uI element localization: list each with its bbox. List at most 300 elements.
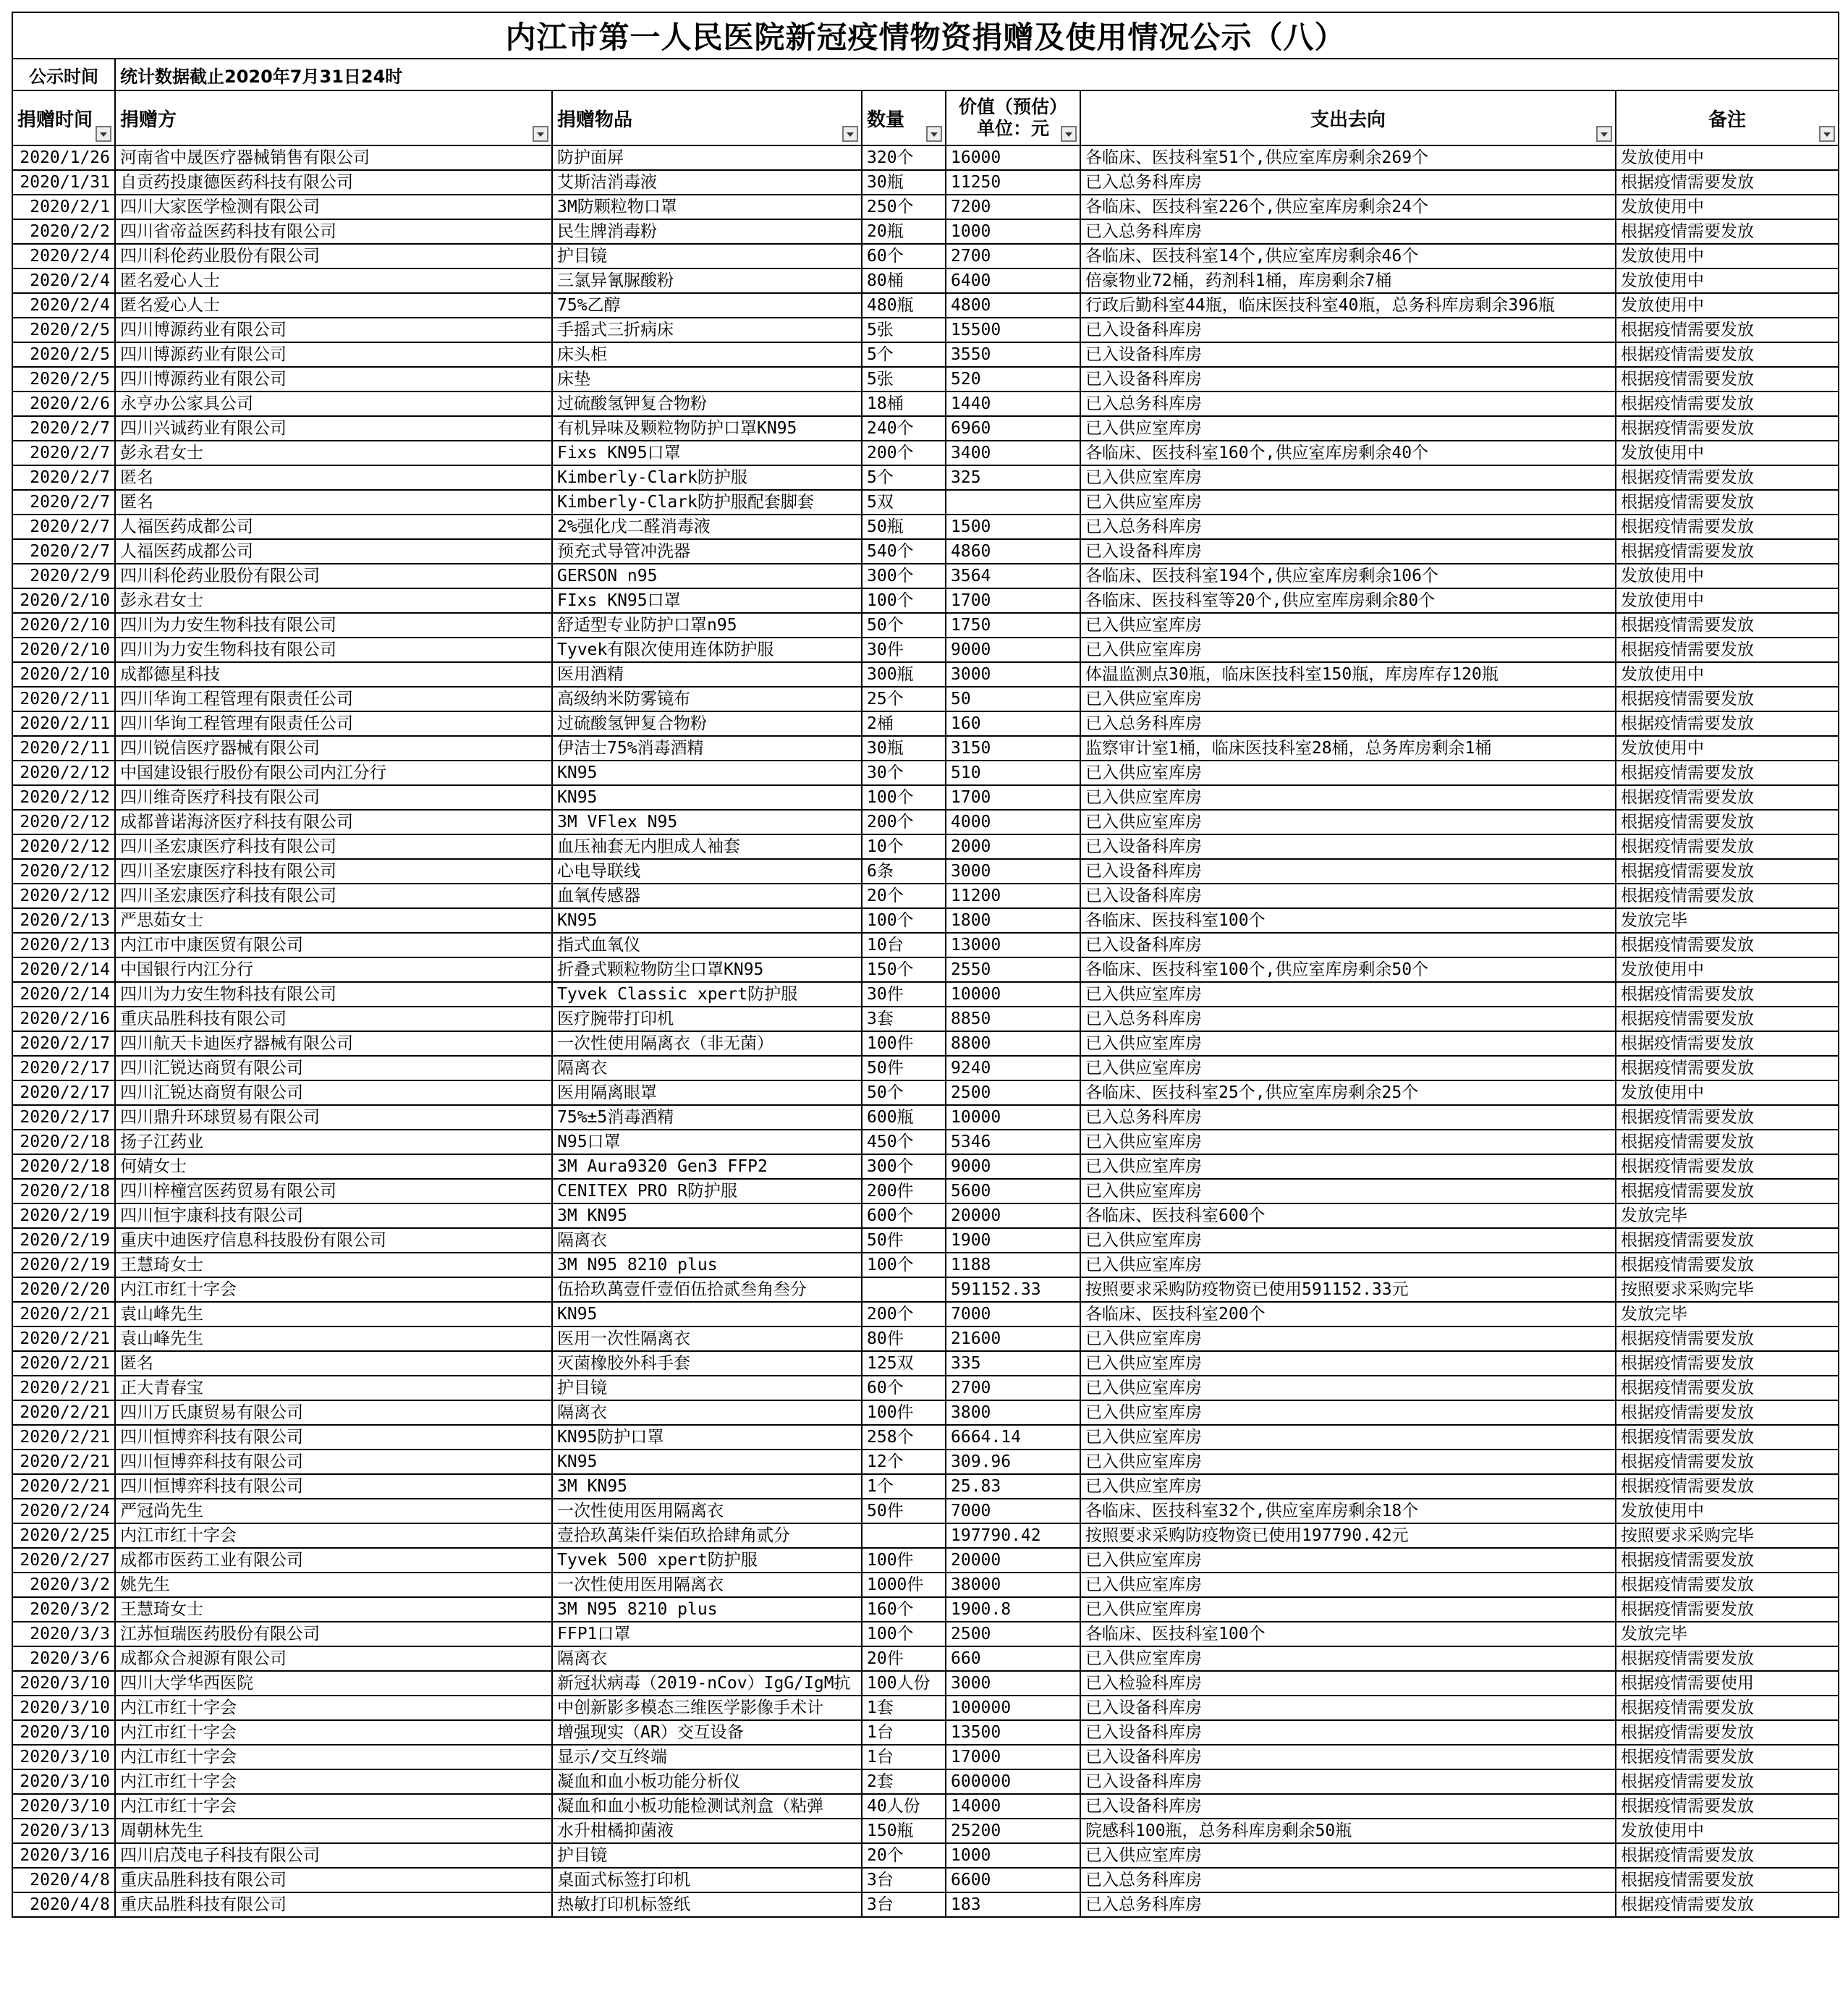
cell-quantity[interactable]: 100个 bbox=[862, 588, 946, 613]
cell-date[interactable]: 2020/2/19 bbox=[12, 1203, 115, 1228]
cell-item[interactable]: 过硫酸氢钾复合物粉 bbox=[552, 711, 862, 736]
cell-quantity[interactable]: 5张 bbox=[862, 318, 946, 342]
cell-quantity[interactable]: 250个 bbox=[862, 195, 946, 219]
cell-date[interactable]: 2020/2/18 bbox=[12, 1154, 115, 1179]
cell-quantity[interactable]: 1000件 bbox=[862, 1573, 946, 1597]
cell-value[interactable]: 1900.8 bbox=[946, 1597, 1080, 1622]
cell-date[interactable]: 2020/2/5 bbox=[12, 318, 115, 342]
cell-donor[interactable]: 正大青春宝 bbox=[115, 1376, 552, 1400]
cell-date[interactable]: 2020/3/2 bbox=[12, 1573, 115, 1597]
cell-remarks[interactable]: 根据疫情需要发放 bbox=[1616, 933, 1839, 957]
cell-value[interactable]: 9000 bbox=[946, 1154, 1080, 1179]
cell-date[interactable]: 2020/2/25 bbox=[12, 1523, 115, 1548]
cell-item[interactable]: 灭菌橡胶外科手套 bbox=[552, 1351, 862, 1376]
cell-quantity[interactable]: 5个 bbox=[862, 465, 946, 490]
cell-donor[interactable]: 人福医药成都公司 bbox=[115, 515, 552, 539]
cell-date[interactable]: 2020/3/10 bbox=[12, 1720, 115, 1745]
cell-destination[interactable]: 已入设备科库房 bbox=[1080, 884, 1616, 908]
cell-donor[interactable]: 内江市红十字会 bbox=[115, 1745, 552, 1769]
cell-remarks[interactable]: 发放使用中 bbox=[1616, 564, 1839, 588]
cell-quantity[interactable]: 200个 bbox=[862, 810, 946, 834]
cell-destination[interactable]: 已入设备科库房 bbox=[1080, 1720, 1616, 1745]
cell-donor[interactable]: 自贡药投康德医药科技有限公司 bbox=[115, 170, 552, 195]
cell-destination[interactable]: 按照要求采购防疫物资已使用591152.33元 bbox=[1080, 1277, 1616, 1302]
cell-value[interactable]: 1700 bbox=[946, 588, 1080, 613]
cell-remarks[interactable]: 发放使用中 bbox=[1616, 1499, 1839, 1523]
cell-donor[interactable]: 四川维奇医疗科技有限公司 bbox=[115, 785, 552, 810]
cell-quantity[interactable]: 320个 bbox=[862, 145, 946, 170]
cell-item[interactable]: 增强现实（AR）交互设备 bbox=[552, 1720, 862, 1745]
cell-donor[interactable]: 成都市医药工业有限公司 bbox=[115, 1548, 552, 1573]
cell-quantity[interactable]: 600瓶 bbox=[862, 1105, 946, 1130]
cell-date[interactable]: 2020/2/7 bbox=[12, 515, 115, 539]
cell-quantity[interactable]: 1台 bbox=[862, 1745, 946, 1769]
cell-quantity[interactable]: 50件 bbox=[862, 1228, 946, 1253]
cell-donor[interactable]: 重庆品胜科技有限公司 bbox=[115, 1007, 552, 1031]
cell-quantity[interactable]: 200件 bbox=[862, 1179, 946, 1203]
cell-item[interactable]: KN95 bbox=[552, 1302, 862, 1326]
cell-destination[interactable]: 已入供应室库房 bbox=[1080, 810, 1616, 834]
cell-value[interactable]: 6960 bbox=[946, 416, 1080, 441]
cell-item[interactable]: 一次性使用医用隔离衣 bbox=[552, 1499, 862, 1523]
cell-value[interactable]: 197790.42 bbox=[946, 1523, 1080, 1548]
cell-remarks[interactable]: 发放使用中 bbox=[1616, 268, 1839, 293]
cell-quantity[interactable]: 50个 bbox=[862, 613, 946, 638]
cell-destination[interactable]: 各临床、医技科室600个 bbox=[1080, 1203, 1616, 1228]
cell-quantity[interactable]: 100件 bbox=[862, 1400, 946, 1425]
cell-destination[interactable]: 各临床、医技科室100个,供应室库房剩余50个 bbox=[1080, 957, 1616, 982]
cell-destination[interactable]: 已入总务科库房 bbox=[1080, 515, 1616, 539]
cell-value[interactable]: 160 bbox=[946, 711, 1080, 736]
cell-donor[interactable]: 成都普诺海济医疗科技有限公司 bbox=[115, 810, 552, 834]
cell-quantity[interactable]: 3台 bbox=[862, 1868, 946, 1892]
cell-value[interactable]: 100000 bbox=[946, 1696, 1080, 1720]
cell-destination[interactable]: 已入供应室库房 bbox=[1080, 465, 1616, 490]
cell-remarks[interactable]: 根据疫情需要发放 bbox=[1616, 1154, 1839, 1179]
cell-item[interactable]: 3M N95 8210 plus bbox=[552, 1253, 862, 1277]
cell-donor[interactable]: 四川鼎升环球贸易有限公司 bbox=[115, 1105, 552, 1130]
cell-value[interactable]: 335 bbox=[946, 1351, 1080, 1376]
cell-destination[interactable]: 各临床、医技科室14个,供应室库房剩余46个 bbox=[1080, 244, 1616, 268]
cell-destination[interactable]: 已入供应室库房 bbox=[1080, 1646, 1616, 1671]
cell-date[interactable]: 2020/2/21 bbox=[12, 1450, 115, 1474]
cell-remarks[interactable]: 根据疫情需要发放 bbox=[1616, 687, 1839, 711]
cell-remarks[interactable]: 发放完毕 bbox=[1616, 908, 1839, 933]
cell-destination[interactable]: 各临床、医技科室160个,供应室库房剩余40个 bbox=[1080, 441, 1616, 465]
cell-item[interactable]: 血压袖套无内胆成人袖套 bbox=[552, 834, 862, 859]
cell-item[interactable]: FFP1口罩 bbox=[552, 1622, 862, 1646]
cell-donor[interactable]: 四川为力安生物科技有限公司 bbox=[115, 982, 552, 1007]
cell-value[interactable]: 1750 bbox=[946, 613, 1080, 638]
cell-date[interactable]: 2020/2/21 bbox=[12, 1302, 115, 1326]
cell-destination[interactable]: 各临床、医技科室200个 bbox=[1080, 1302, 1616, 1326]
cell-donor[interactable]: 内江市中康医贸有限公司 bbox=[115, 933, 552, 957]
cell-date[interactable]: 2020/3/10 bbox=[12, 1769, 115, 1794]
cell-value[interactable]: 11200 bbox=[946, 884, 1080, 908]
cell-destination[interactable]: 已入设备科库房 bbox=[1080, 1696, 1616, 1720]
cell-remarks[interactable]: 发放使用中 bbox=[1616, 145, 1839, 170]
cell-value[interactable]: 9000 bbox=[946, 638, 1080, 662]
cell-value[interactable]: 3564 bbox=[946, 564, 1080, 588]
cell-value[interactable]: 4860 bbox=[946, 539, 1080, 564]
cell-value[interactable]: 309.96 bbox=[946, 1450, 1080, 1474]
cell-item[interactable]: 一次性使用隔离衣（非无菌） bbox=[552, 1031, 862, 1056]
cell-date[interactable]: 2020/2/19 bbox=[12, 1228, 115, 1253]
cell-value[interactable]: 1000 bbox=[946, 1843, 1080, 1868]
cell-value[interactable]: 7000 bbox=[946, 1302, 1080, 1326]
cell-date[interactable]: 2020/4/8 bbox=[12, 1868, 115, 1892]
cell-item[interactable]: 热敏打印机标签纸 bbox=[552, 1892, 862, 1917]
cell-date[interactable]: 2020/2/12 bbox=[12, 761, 115, 785]
cell-destination[interactable]: 已入设备科库房 bbox=[1080, 1769, 1616, 1794]
cell-donor[interactable]: 匿名爱心人士 bbox=[115, 293, 552, 318]
cell-donor[interactable]: 四川航天卡迪医疗器械有限公司 bbox=[115, 1031, 552, 1056]
cell-remarks[interactable]: 发放使用中 bbox=[1616, 957, 1839, 982]
cell-remarks[interactable]: 根据疫情需要发放 bbox=[1616, 1425, 1839, 1450]
cell-value[interactable]: 8850 bbox=[946, 1007, 1080, 1031]
cell-destination[interactable]: 已入设备科库房 bbox=[1080, 367, 1616, 392]
cell-item[interactable]: 手摇式三折病床 bbox=[552, 318, 862, 342]
cell-destination[interactable]: 已入供应室库房 bbox=[1080, 638, 1616, 662]
cell-destination[interactable]: 已入供应室库房 bbox=[1080, 1031, 1616, 1056]
cell-value[interactable]: 6664.14 bbox=[946, 1425, 1080, 1450]
cell-donor[interactable]: 内江市红十字会 bbox=[115, 1523, 552, 1548]
cell-donor[interactable]: 河南省中晟医疗器械销售有限公司 bbox=[115, 145, 552, 170]
cell-quantity[interactable]: 100个 bbox=[862, 908, 946, 933]
cell-value[interactable]: 1700 bbox=[946, 785, 1080, 810]
cell-remarks[interactable]: 按照要求采购完毕 bbox=[1616, 1523, 1839, 1548]
cell-destination[interactable]: 院感科100瓶，总务科库房剩余50瓶 bbox=[1080, 1819, 1616, 1843]
cell-date[interactable]: 2020/2/7 bbox=[12, 441, 115, 465]
cell-item[interactable]: KN95防护口罩 bbox=[552, 1425, 862, 1450]
cell-item[interactable]: 护目镜 bbox=[552, 1843, 862, 1868]
cell-value[interactable]: 15500 bbox=[946, 318, 1080, 342]
cell-date[interactable]: 2020/2/11 bbox=[12, 711, 115, 736]
cell-destination[interactable]: 已入供应室库房 bbox=[1080, 1450, 1616, 1474]
cell-donor[interactable]: 四川省帝益医药科技有限公司 bbox=[115, 219, 552, 244]
cell-date[interactable]: 2020/3/10 bbox=[12, 1745, 115, 1769]
cell-destination[interactable]: 已入总务科库房 bbox=[1080, 1868, 1616, 1892]
cell-donor[interactable]: 王慧琦女士 bbox=[115, 1597, 552, 1622]
cell-quantity[interactable]: 12个 bbox=[862, 1450, 946, 1474]
cell-donor[interactable]: 四川圣宏康医疗科技有限公司 bbox=[115, 834, 552, 859]
cell-value[interactable]: 50 bbox=[946, 687, 1080, 711]
cell-remarks[interactable]: 根据疫情需要发放 bbox=[1616, 1351, 1839, 1376]
filter-dropdown-icon[interactable] bbox=[842, 126, 858, 142]
cell-quantity[interactable]: 300瓶 bbox=[862, 662, 946, 687]
cell-date[interactable]: 2020/3/10 bbox=[12, 1671, 115, 1696]
cell-value[interactable]: 3000 bbox=[946, 1671, 1080, 1696]
cell-remarks[interactable]: 根据疫情需要发放 bbox=[1616, 1745, 1839, 1769]
cell-remarks[interactable]: 根据疫情需要发放 bbox=[1616, 1720, 1839, 1745]
cell-quantity[interactable]: 200个 bbox=[862, 441, 946, 465]
cell-destination[interactable]: 已入总务科库房 bbox=[1080, 219, 1616, 244]
cell-item[interactable]: 有机异味及颗粒物防护口罩KN95 bbox=[552, 416, 862, 441]
cell-destination[interactable]: 已入供应室库房 bbox=[1080, 1376, 1616, 1400]
cell-donor[interactable]: 重庆中迪医疗信息科技股份有限公司 bbox=[115, 1228, 552, 1253]
cell-date[interactable]: 2020/3/16 bbox=[12, 1843, 115, 1868]
cell-item[interactable]: 75%±5消毒酒精 bbox=[552, 1105, 862, 1130]
cell-remarks[interactable]: 根据疫情需要发放 bbox=[1616, 711, 1839, 736]
cell-value[interactable]: 2700 bbox=[946, 244, 1080, 268]
cell-item[interactable]: 心电导联线 bbox=[552, 859, 862, 884]
cell-donor[interactable]: 四川恒宇康科技有限公司 bbox=[115, 1203, 552, 1228]
cell-item[interactable]: 凝血和血小板功能检测试剂盒（粘弹 bbox=[552, 1794, 862, 1819]
cell-quantity[interactable]: 125双 bbox=[862, 1351, 946, 1376]
cell-quantity[interactable]: 150个 bbox=[862, 957, 946, 982]
cell-value[interactable]: 3400 bbox=[946, 441, 1080, 465]
cell-remarks[interactable]: 根据疫情需要发放 bbox=[1616, 1253, 1839, 1277]
cell-donor[interactable]: 四川汇锐达商贸有限公司 bbox=[115, 1056, 552, 1080]
cell-date[interactable]: 2020/2/16 bbox=[12, 1007, 115, 1031]
cell-date[interactable]: 2020/2/13 bbox=[12, 908, 115, 933]
cell-date[interactable]: 2020/2/7 bbox=[12, 465, 115, 490]
cell-remarks[interactable]: 根据疫情需要发放 bbox=[1616, 318, 1839, 342]
cell-value[interactable]: 510 bbox=[946, 761, 1080, 785]
cell-remarks[interactable]: 根据疫情需要发放 bbox=[1616, 1326, 1839, 1351]
cell-remarks[interactable]: 根据疫情需要发放 bbox=[1616, 1450, 1839, 1474]
cell-quantity[interactable]: 450个 bbox=[862, 1130, 946, 1154]
cell-quantity[interactable] bbox=[862, 1277, 946, 1302]
cell-donor[interactable]: 四川科伦药业股份有限公司 bbox=[115, 564, 552, 588]
filter-dropdown-icon[interactable] bbox=[1819, 126, 1835, 142]
cell-date[interactable]: 2020/2/21 bbox=[12, 1351, 115, 1376]
cell-item[interactable]: 民生牌消毒粉 bbox=[552, 219, 862, 244]
cell-donor[interactable]: 姚先生 bbox=[115, 1573, 552, 1597]
cell-destination[interactable]: 已入供应室库房 bbox=[1080, 1056, 1616, 1080]
cell-remarks[interactable]: 发放使用中 bbox=[1616, 293, 1839, 318]
cell-date[interactable]: 2020/2/17 bbox=[12, 1056, 115, 1080]
cell-quantity[interactable]: 30瓶 bbox=[862, 170, 946, 195]
cell-date[interactable]: 2020/2/21 bbox=[12, 1326, 115, 1351]
cell-quantity[interactable]: 25个 bbox=[862, 687, 946, 711]
cell-value[interactable]: 2500 bbox=[946, 1080, 1080, 1105]
cell-destination[interactable]: 已入总务科库房 bbox=[1080, 170, 1616, 195]
cell-destination[interactable]: 各临床、医技科室226个,供应室库房剩余24个 bbox=[1080, 195, 1616, 219]
cell-remarks[interactable]: 根据疫情需要发放 bbox=[1616, 761, 1839, 785]
cell-item[interactable]: 一次性使用医用隔离衣 bbox=[552, 1573, 862, 1597]
cell-item[interactable]: N95口罩 bbox=[552, 1130, 862, 1154]
cell-item[interactable]: Fixs KN95口罩 bbox=[552, 441, 862, 465]
cell-value[interactable]: 660 bbox=[946, 1646, 1080, 1671]
cell-value[interactable]: 14000 bbox=[946, 1794, 1080, 1819]
cell-donor[interactable]: 四川汇锐达商贸有限公司 bbox=[115, 1080, 552, 1105]
cell-value[interactable]: 25.83 bbox=[946, 1474, 1080, 1499]
cell-destination[interactable]: 已入供应室库房 bbox=[1080, 1228, 1616, 1253]
cell-remarks[interactable]: 根据疫情需要发放 bbox=[1616, 1868, 1839, 1892]
cell-date[interactable]: 2020/2/1 bbox=[12, 195, 115, 219]
cell-item[interactable]: 医疗腕带打印机 bbox=[552, 1007, 862, 1031]
cell-remarks[interactable]: 发放使用中 bbox=[1616, 1080, 1839, 1105]
cell-value[interactable]: 6400 bbox=[946, 268, 1080, 293]
cell-remarks[interactable]: 根据疫情需要发放 bbox=[1616, 638, 1839, 662]
cell-destination[interactable]: 已入供应室库房 bbox=[1080, 490, 1616, 515]
cell-destination[interactable]: 已入设备科库房 bbox=[1080, 539, 1616, 564]
cell-donor[interactable]: 重庆品胜科技有限公司 bbox=[115, 1892, 552, 1917]
cell-date[interactable]: 2020/2/19 bbox=[12, 1253, 115, 1277]
cell-destination[interactable]: 各临床、医技科室25个,供应室库房剩余25个 bbox=[1080, 1080, 1616, 1105]
cell-remarks[interactable]: 根据疫情需要发放 bbox=[1616, 1474, 1839, 1499]
cell-remarks[interactable]: 发放使用中 bbox=[1616, 1819, 1839, 1843]
cell-remarks[interactable]: 发放使用中 bbox=[1616, 736, 1839, 761]
cell-quantity[interactable]: 300个 bbox=[862, 564, 946, 588]
cell-remarks[interactable]: 发放使用中 bbox=[1616, 662, 1839, 687]
cell-date[interactable]: 2020/2/18 bbox=[12, 1130, 115, 1154]
cell-value[interactable]: 7000 bbox=[946, 1499, 1080, 1523]
cell-quantity[interactable]: 160个 bbox=[862, 1597, 946, 1622]
cell-value[interactable]: 3150 bbox=[946, 736, 1080, 761]
cell-date[interactable]: 2020/2/18 bbox=[12, 1179, 115, 1203]
cell-destination[interactable]: 已入供应室库房 bbox=[1080, 1326, 1616, 1351]
cell-value[interactable]: 1800 bbox=[946, 908, 1080, 933]
cell-donor[interactable]: 袁山峰先生 bbox=[115, 1326, 552, 1351]
cell-remarks[interactable]: 发放完毕 bbox=[1616, 1203, 1839, 1228]
cell-remarks[interactable]: 发放使用中 bbox=[1616, 195, 1839, 219]
cell-donor[interactable]: 内江市红十字会 bbox=[115, 1769, 552, 1794]
cell-date[interactable]: 2020/2/7 bbox=[12, 416, 115, 441]
cell-destination[interactable]: 已入供应室库房 bbox=[1080, 613, 1616, 638]
cell-remarks[interactable]: 根据疫情需要发放 bbox=[1616, 1696, 1839, 1720]
cell-item[interactable]: 中创新影多模态三维医学影像手术计 bbox=[552, 1696, 862, 1720]
cell-quantity[interactable]: 30个 bbox=[862, 761, 946, 785]
cell-date[interactable]: 2020/2/17 bbox=[12, 1105, 115, 1130]
cell-donor[interactable]: 四川圣宏康医疗科技有限公司 bbox=[115, 884, 552, 908]
cell-value[interactable]: 13500 bbox=[946, 1720, 1080, 1745]
cell-donor[interactable]: 四川华询工程管理有限责任公司 bbox=[115, 687, 552, 711]
cell-date[interactable]: 2020/2/14 bbox=[12, 957, 115, 982]
cell-item[interactable]: Kimberly-Clark防护服 bbox=[552, 465, 862, 490]
cell-donor[interactable]: 四川大家医学检测有限公司 bbox=[115, 195, 552, 219]
filter-dropdown-icon[interactable] bbox=[926, 126, 942, 142]
cell-destination[interactable]: 体温监测点30瓶，临床医技科室150瓶，库房库存120瓶 bbox=[1080, 662, 1616, 687]
cell-destination[interactable]: 已入供应室库房 bbox=[1080, 687, 1616, 711]
cell-donor[interactable]: 内江市红十字会 bbox=[115, 1696, 552, 1720]
cell-remarks[interactable]: 根据疫情需要发放 bbox=[1616, 834, 1839, 859]
cell-quantity[interactable]: 50件 bbox=[862, 1499, 946, 1523]
cell-destination[interactable]: 已入设备科库房 bbox=[1080, 318, 1616, 342]
cell-item[interactable]: 3M KN95 bbox=[552, 1203, 862, 1228]
cell-item[interactable]: GERSON n95 bbox=[552, 564, 862, 588]
cell-date[interactable]: 2020/3/10 bbox=[12, 1696, 115, 1720]
cell-remarks[interactable]: 根据疫情需要发放 bbox=[1616, 1105, 1839, 1130]
cell-destination[interactable]: 已入供应室库房 bbox=[1080, 1400, 1616, 1425]
cell-item[interactable]: 75%乙醇 bbox=[552, 293, 862, 318]
cell-item[interactable]: 3M KN95 bbox=[552, 1474, 862, 1499]
filter-dropdown-icon[interactable] bbox=[1596, 126, 1612, 142]
cell-value[interactable]: 1440 bbox=[946, 392, 1080, 416]
cell-quantity[interactable]: 100人份 bbox=[862, 1671, 946, 1696]
cell-destination[interactable]: 已入设备科库房 bbox=[1080, 1794, 1616, 1819]
cell-item[interactable]: Kimberly-Clark防护服配套脚套 bbox=[552, 490, 862, 515]
cell-item[interactable]: 隔离衣 bbox=[552, 1646, 862, 1671]
cell-item[interactable]: 医用一次性隔离衣 bbox=[552, 1326, 862, 1351]
cell-remarks[interactable]: 根据疫情需要发放 bbox=[1616, 392, 1839, 416]
cell-remarks[interactable]: 根据疫情需要发放 bbox=[1616, 982, 1839, 1007]
cell-quantity[interactable]: 30件 bbox=[862, 638, 946, 662]
cell-date[interactable]: 2020/3/3 bbox=[12, 1622, 115, 1646]
cell-item[interactable]: 护目镜 bbox=[552, 1376, 862, 1400]
cell-donor[interactable]: 四川华询工程管理有限责任公司 bbox=[115, 711, 552, 736]
cell-date[interactable]: 2020/1/26 bbox=[12, 145, 115, 170]
cell-remarks[interactable]: 根据疫情需要发放 bbox=[1616, 219, 1839, 244]
cell-destination[interactable]: 已入设备科库房 bbox=[1080, 933, 1616, 957]
cell-donor[interactable]: 中国建设银行股份有限公司内江分行 bbox=[115, 761, 552, 785]
cell-destination[interactable]: 已入供应室库房 bbox=[1080, 1597, 1616, 1622]
cell-remarks[interactable]: 根据疫情需要发放 bbox=[1616, 1769, 1839, 1794]
cell-donor[interactable]: 内江市红十字会 bbox=[115, 1794, 552, 1819]
cell-donor[interactable]: 四川为力安生物科技有限公司 bbox=[115, 638, 552, 662]
cell-date[interactable]: 2020/2/4 bbox=[12, 244, 115, 268]
cell-value[interactable]: 7200 bbox=[946, 195, 1080, 219]
cell-donor[interactable]: 四川科伦药业股份有限公司 bbox=[115, 244, 552, 268]
cell-date[interactable]: 2020/2/2 bbox=[12, 219, 115, 244]
cell-item[interactable]: 3M Aura9320 Gen3 FFP2 bbox=[552, 1154, 862, 1179]
cell-donor[interactable]: 四川恒博弈科技有限公司 bbox=[115, 1474, 552, 1499]
cell-value[interactable]: 9240 bbox=[946, 1056, 1080, 1080]
cell-quantity[interactable]: 20瓶 bbox=[862, 219, 946, 244]
cell-date[interactable]: 2020/2/17 bbox=[12, 1080, 115, 1105]
cell-remarks[interactable]: 发放完毕 bbox=[1616, 1622, 1839, 1646]
cell-destination[interactable]: 倍豪物业72桶，药剂科1桶，库房剩余7桶 bbox=[1080, 268, 1616, 293]
cell-quantity[interactable]: 20件 bbox=[862, 1646, 946, 1671]
cell-quantity[interactable]: 480瓶 bbox=[862, 293, 946, 318]
cell-remarks[interactable]: 发放完毕 bbox=[1616, 1302, 1839, 1326]
cell-quantity[interactable]: 2桶 bbox=[862, 711, 946, 736]
cell-remarks[interactable]: 根据疫情需要发放 bbox=[1616, 490, 1839, 515]
cell-quantity[interactable]: 30件 bbox=[862, 982, 946, 1007]
cell-donor[interactable]: 匿名 bbox=[115, 1351, 552, 1376]
cell-date[interactable]: 2020/2/12 bbox=[12, 859, 115, 884]
cell-remarks[interactable]: 根据疫情需要发放 bbox=[1616, 1548, 1839, 1573]
cell-destination[interactable]: 已入供应室库房 bbox=[1080, 1474, 1616, 1499]
cell-destination[interactable]: 已入供应室库房 bbox=[1080, 982, 1616, 1007]
filter-dropdown-icon[interactable] bbox=[533, 126, 548, 142]
cell-value[interactable]: 11250 bbox=[946, 170, 1080, 195]
cell-destination[interactable]: 监察审计室1桶，临床医技科室28桶，总务库房剩余1桶 bbox=[1080, 736, 1616, 761]
cell-destination[interactable]: 已入供应室库房 bbox=[1080, 416, 1616, 441]
cell-quantity[interactable] bbox=[862, 1523, 946, 1548]
cell-destination[interactable]: 已入设备科库房 bbox=[1080, 1745, 1616, 1769]
cell-destination[interactable]: 已入总务科库房 bbox=[1080, 1892, 1616, 1917]
cell-remarks[interactable]: 根据疫情需要发放 bbox=[1616, 1179, 1839, 1203]
cell-item[interactable]: 床垫 bbox=[552, 367, 862, 392]
cell-quantity[interactable]: 240个 bbox=[862, 416, 946, 441]
cell-date[interactable]: 2020/2/5 bbox=[12, 342, 115, 367]
cell-quantity[interactable]: 200个 bbox=[862, 1302, 946, 1326]
cell-item[interactable]: 折叠式颗粒物防尘口罩KN95 bbox=[552, 957, 862, 982]
cell-remarks[interactable]: 发放使用中 bbox=[1616, 588, 1839, 613]
cell-donor[interactable]: 严冠尚先生 bbox=[115, 1499, 552, 1523]
cell-donor[interactable]: 彭永君女士 bbox=[115, 588, 552, 613]
cell-quantity[interactable]: 2套 bbox=[862, 1769, 946, 1794]
cell-remarks[interactable]: 根据疫情需要发放 bbox=[1616, 810, 1839, 834]
cell-donor[interactable]: 四川博源药业有限公司 bbox=[115, 342, 552, 367]
cell-item[interactable]: 壹拾玖萬柒仟柒佰玖拾肆角贰分 bbox=[552, 1523, 862, 1548]
cell-quantity[interactable]: 600个 bbox=[862, 1203, 946, 1228]
cell-value[interactable]: 17000 bbox=[946, 1745, 1080, 1769]
cell-value[interactable]: 2700 bbox=[946, 1376, 1080, 1400]
cell-destination[interactable]: 各临床、医技科室100个 bbox=[1080, 1622, 1616, 1646]
cell-destination[interactable]: 已入供应室库房 bbox=[1080, 761, 1616, 785]
cell-item[interactable]: 新冠状病毒（2019-nCov）IgG/IgM抗 bbox=[552, 1671, 862, 1696]
cell-value[interactable]: 2000 bbox=[946, 834, 1080, 859]
cell-date[interactable]: 2020/2/10 bbox=[12, 588, 115, 613]
cell-date[interactable]: 2020/2/10 bbox=[12, 638, 115, 662]
cell-date[interactable]: 2020/2/5 bbox=[12, 367, 115, 392]
cell-date[interactable]: 2020/2/4 bbox=[12, 268, 115, 293]
cell-item[interactable]: 隔离衣 bbox=[552, 1056, 862, 1080]
cell-date[interactable]: 2020/1/31 bbox=[12, 170, 115, 195]
